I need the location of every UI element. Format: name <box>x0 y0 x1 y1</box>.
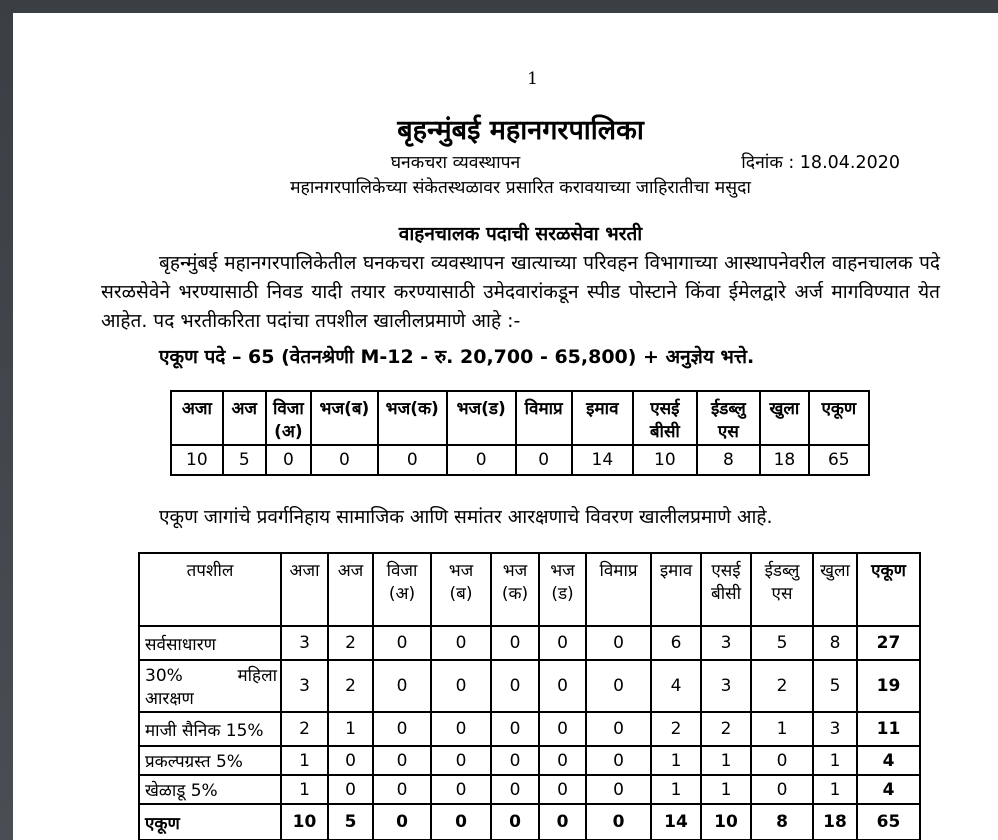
table1-value-cell: 0 <box>516 445 572 475</box>
table2-row-total <box>139 804 920 840</box>
table2-value-cell: 1 <box>651 746 701 775</box>
table2-row-general <box>139 626 920 660</box>
table2-value-cell: 0 <box>539 626 586 660</box>
table1-header-row <box>171 391 869 445</box>
table1-header-cell: ईडब्लु एस <box>697 391 761 445</box>
table2-value-cell: 6 <box>651 626 701 660</box>
row-label: 30% महिला आरक्षण <box>139 660 281 712</box>
table2-value-cell: 5 <box>751 626 813 660</box>
date-label: दिनांक : 18.04.2020 <box>741 153 900 174</box>
row-label: सर्वसाधारण <box>139 626 281 660</box>
table2-value-cell: 1 <box>813 775 857 804</box>
table2-value-cell: 0 <box>491 626 539 660</box>
draft-subtitle: महानगरपालिकेच्या संकेतस्थळावर प्रसारित करावयाच्या जाहिरातीचा मसुदा <box>290 178 751 199</box>
table2-total-cell: 19 <box>857 660 920 712</box>
table2-header-cell: तपशील <box>139 553 281 626</box>
table2-total-cell: 4 <box>857 775 920 804</box>
table2-value-cell: 1 <box>751 712 813 746</box>
table2-total-cell: 11 <box>857 712 920 746</box>
row-label: प्रकल्पग्रस्त 5% <box>139 746 281 775</box>
reservation-detail-table <box>138 552 921 840</box>
document-page <box>13 13 998 840</box>
page-number: 1 <box>527 69 538 89</box>
table2-value-cell: 0 <box>431 746 491 775</box>
table2-value-cell: 0 <box>328 746 373 775</box>
table2-value-cell: 8 <box>813 626 857 660</box>
table2-value-cell: 1 <box>328 712 373 746</box>
table2-header-cell: एसई बीसी <box>701 553 751 626</box>
table2-value-cell: 18 <box>813 804 857 840</box>
table2-value-cell: 5 <box>813 660 857 712</box>
table1-value-cell: 10 <box>171 445 223 475</box>
table2-value-cell: 10 <box>701 804 751 840</box>
table2-value-cell: 0 <box>586 660 651 712</box>
intro-paragraph: बृहन्मुंबई महानगरपालिकेतील घनकचरा व्यवस्थापन खात्याच्या परिवहन विभागाच्या आस्थापनेवरील वाहनचालक पदे सरळसेवेने भरण्यासाठी निवड यादी तयार करण्यासाठी उमेदवारांकडून स्पीड पोस्टाने किंवा ईमेलद्वारे अर्ज मागविण्यात येत आहेत. पद भरतीकरिता पदांचा तपशील खालीलप्रमाणे आहे :- <box>101 252 940 333</box>
table2-value-cell: 0 <box>431 626 491 660</box>
document-title: बृहन्मुंबई महानगरपालिका <box>397 115 644 146</box>
table2-value-cell: 0 <box>373 626 431 660</box>
table2-value-cell: 0 <box>586 712 651 746</box>
table2-value-cell: 2 <box>281 712 328 746</box>
table2-value-cell: 1 <box>701 746 751 775</box>
table2-value-cell: 0 <box>491 712 539 746</box>
table2-value-cell: 0 <box>491 775 539 804</box>
table2-value-cell: 1 <box>281 746 328 775</box>
table2-value-cell: 0 <box>539 804 586 840</box>
table1-value-cell: 0 <box>447 445 516 475</box>
table2-value-cell: 0 <box>539 746 586 775</box>
table2-row-project-affected <box>139 746 920 775</box>
table2-header-cell: अज <box>328 553 373 626</box>
table2-value-cell: 3 <box>281 626 328 660</box>
department-date-row <box>101 150 940 174</box>
table2-row-women-reservation <box>139 660 920 712</box>
row-label: एकूण <box>139 804 281 840</box>
table2-header-cell: विजा (अ) <box>373 553 431 626</box>
table2-total-cell: 4 <box>857 746 920 775</box>
table2-value-cell: 0 <box>491 660 539 712</box>
table2-value-cell: 0 <box>539 660 586 712</box>
table1-header-cell: विमाप्र <box>516 391 572 445</box>
table2-value-cell: 0 <box>586 775 651 804</box>
table2-header-cell: खुला <box>813 553 857 626</box>
table1-value-cell: 8 <box>697 445 761 475</box>
table2-value-cell: 2 <box>651 712 701 746</box>
vacancy-summary-table <box>170 390 870 476</box>
table1-value-cell: 0 <box>266 445 311 475</box>
table2-value-cell: 4 <box>651 660 701 712</box>
table2-header-cell: इमाव <box>651 553 701 626</box>
table2-value-cell: 5 <box>328 804 373 840</box>
table2-value-cell: 0 <box>373 660 431 712</box>
table1-header-cell: इमाव <box>572 391 633 445</box>
table2-value-cell: 1 <box>281 775 328 804</box>
table2-value-cell: 0 <box>373 804 431 840</box>
table1-value-cell: 65 <box>809 445 869 475</box>
reservation-detail-text: एकूण जागांचे प्रवर्गनिहाय सामाजिक आणि समांतर आरक्षणाचे विवरण खालीलप्रमाणे आहे. <box>159 506 773 529</box>
table2-value-cell: 0 <box>431 775 491 804</box>
table2-value-cell: 3 <box>281 660 328 712</box>
table2-value-cell: 2 <box>328 660 373 712</box>
table1-value-cell: 0 <box>311 445 378 475</box>
table2-value-cell: 14 <box>651 804 701 840</box>
table2-value-cell: 0 <box>431 712 491 746</box>
table2-value-cell: 0 <box>373 746 431 775</box>
recruitment-heading: वाहनचालक पदाची सरळसेवा भरती <box>398 223 643 246</box>
table2-value-cell: 3 <box>701 660 751 712</box>
department-name: घनकचरा व्यवस्थापन <box>390 153 521 174</box>
table1-header-cell: विजा (अ) <box>266 391 311 445</box>
table2-header-row <box>139 553 920 626</box>
table2-value-cell: 0 <box>586 804 651 840</box>
table2-value-cell: 0 <box>586 746 651 775</box>
table2-value-cell: 0 <box>431 660 491 712</box>
table2-total-cell: 27 <box>857 626 920 660</box>
table1-value-cell: 0 <box>378 445 447 475</box>
table2-value-cell: 1 <box>651 775 701 804</box>
table1-value-cell: 14 <box>572 445 633 475</box>
table2-value-cell: 0 <box>491 804 539 840</box>
table2-row-sportsperson <box>139 775 920 804</box>
table1-header-cell: अजा <box>171 391 223 445</box>
table2-value-cell: 0 <box>491 746 539 775</box>
table2-value-cell: 2 <box>328 626 373 660</box>
table1-value-cell: 18 <box>760 445 808 475</box>
table1-header-cell: भज(क) <box>378 391 447 445</box>
table2-header-cell: विमाप्र <box>586 553 651 626</box>
table2-value-cell: 0 <box>586 626 651 660</box>
table2-value-cell: 0 <box>328 775 373 804</box>
table2-value-cell: 0 <box>431 804 491 840</box>
table2-value-cell: 8 <box>751 804 813 840</box>
table2-header-cell: भज (ब) <box>431 553 491 626</box>
table2-header-cell: भज (ड) <box>539 553 586 626</box>
table1-header-cell: एकूण <box>809 391 869 445</box>
total-posts-line: एकूण पदे – 65 (वेतनश्रेणी M-12 - रु. 20,700 - 65,800) + अनुज्ञेय भत्ते. <box>159 346 755 369</box>
table1-value-cell: 10 <box>633 445 697 475</box>
table1-value-cell: 5 <box>223 445 266 475</box>
table1-header-cell: भज(ड) <box>447 391 516 445</box>
table2-header-cell: अजा <box>281 553 328 626</box>
table1-header-cell: अज <box>223 391 266 445</box>
table1-data-row <box>171 445 869 475</box>
table2-value-cell: 10 <box>281 804 328 840</box>
row-label: माजी सैनिक 15% <box>139 712 281 746</box>
table2-value-cell: 2 <box>751 660 813 712</box>
table2-total-cell: 65 <box>857 804 920 840</box>
table2-value-cell: 0 <box>751 746 813 775</box>
table1-header-cell: खुला <box>760 391 808 445</box>
table2-value-cell: 0 <box>539 775 586 804</box>
table2-header-cell: ईडब्लु एस <box>751 553 813 626</box>
table2-value-cell: 3 <box>813 712 857 746</box>
table1-header-cell: भज(ब) <box>311 391 378 445</box>
table2-value-cell: 1 <box>813 746 857 775</box>
table2-value-cell: 3 <box>701 626 751 660</box>
table2-value-cell: 1 <box>701 775 751 804</box>
table1-header-cell: एसई बीसी <box>633 391 697 445</box>
row-label: खेळाडू 5% <box>139 775 281 804</box>
table2-header-cell-total: एकूण <box>857 553 920 626</box>
table2-value-cell: 2 <box>701 712 751 746</box>
table2-row-ex-serviceman <box>139 712 920 746</box>
table2-header-cell: भज (क) <box>491 553 539 626</box>
table2-value-cell: 0 <box>373 712 431 746</box>
table2-value-cell: 0 <box>751 775 813 804</box>
table2-value-cell: 0 <box>373 775 431 804</box>
table2-value-cell: 0 <box>539 712 586 746</box>
